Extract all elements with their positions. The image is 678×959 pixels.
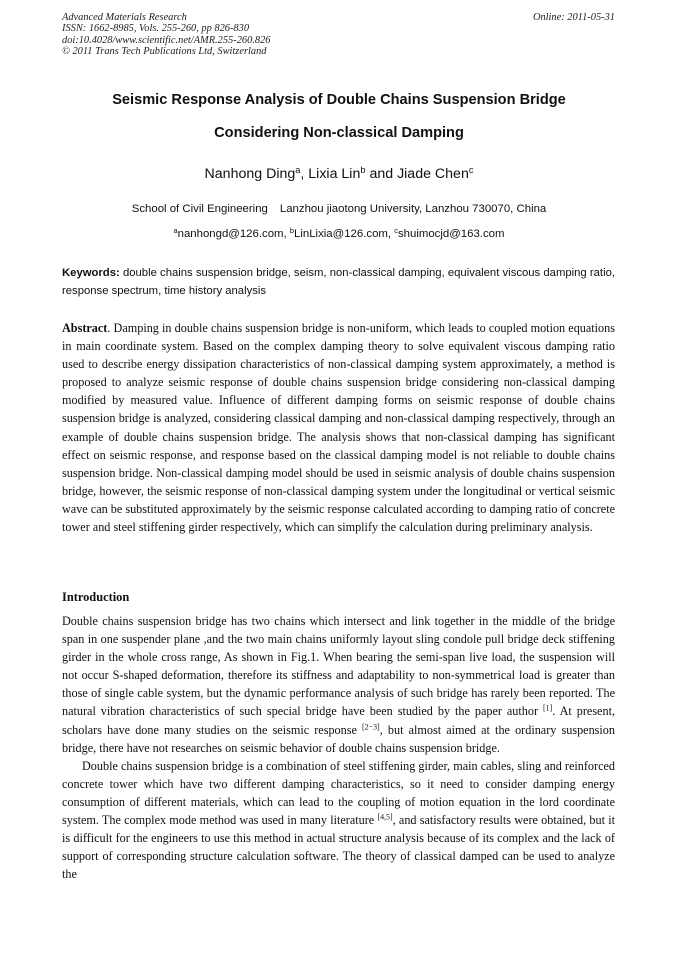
online-date: Online: 2011-05-31 [532, 12, 615, 23]
keywords-text: double chains suspension bridge, seism, non-classical damping, equivalent viscous damping ratio, response spectrum, time history analysis [62, 267, 615, 297]
doi-line: doi:10.4028/www.scientific.net/AMR.255-260.826 [62, 34, 271, 46]
issn-line: ISSN: 1662-8985, Vols. 255-260, pp 826-830 [62, 23, 250, 35]
author-affil-mark: a [295, 164, 301, 175]
abstract-section [62, 319, 615, 536]
paper-title-line-2: Considering Non-classical Damping [214, 125, 464, 141]
citation-ref[interactable]: [4,5] [377, 812, 393, 822]
paragraph [62, 612, 615, 757]
email-mark: a [173, 225, 178, 235]
author-name: Lixia Lin [308, 166, 361, 182]
journal-name: Advanced Materials Research [62, 12, 187, 23]
citation-ref[interactable]: [2−3] [362, 722, 380, 732]
introduction-body [62, 612, 615, 883]
email-mark: c [394, 225, 398, 235]
email-link[interactable]: nanhongd@126.com [177, 228, 284, 240]
copyright-line: © 2011 Trans Tech Publications Ltd, Switzerland [62, 45, 267, 57]
paper-title-line-1: Seismic Response Analysis of Double Chains Suspension Bridge [112, 92, 566, 108]
journal-header [62, 12, 615, 57]
affiliation [0, 203, 678, 215]
author-affil-mark: c [468, 164, 474, 175]
email-separator: , [387, 228, 395, 240]
paragraph [62, 757, 615, 884]
paragraph-text: , but almost aimed at the ordinary suspension bridge, there have not researches on seismic behavior of double chains suspension bridge. [62, 722, 615, 755]
email-separator: , [283, 228, 290, 240]
author-separator: and [365, 166, 398, 182]
abstract-text: . Damping in double chains suspension bridge is non-uniform, which leads to coupled motion equations in main coordinate system. Based on the complex damping theory to solve equivalent viscous damping ratio used to describe energy dissipation characteristics of non-classical damping system approximately, a method is proposed to analyze seismic response of double chains suspension bridge considering non-classical damping modified by measured value. Influence of different damping forms on seismic response of double chains suspension bridge is analyzed, considering classical damping and non-classical damping respectively, through an example of double chains suspension bridge. The analysis shows that non-classical damping has significant effect on seismic response, and response based on the classical damping model is not reliable to double chains suspension bridge. Non-classical damping model should be used in seismic analysis of double chains suspension bridge, however, the seismic response of non-classical damping system under the longitudinal or vertical seismic wave can be substituted approximately by the seismic response calculated according to damping ratio of concrete tower and steel stiffening girder respectively, which can simplify the calculation during preliminary analysis. [62, 321, 615, 535]
affiliation-university: Lanzhou jiaotong University, Lanzhou 730070, China [279, 203, 547, 215]
citation-ref[interactable]: [1] [543, 704, 553, 714]
email-mark: b [289, 225, 295, 235]
paragraph-text: . At present, scholars have done many studies on the seismic response [62, 704, 615, 737]
author-emails [0, 225, 678, 240]
author-name: Nanhong Ding [204, 166, 296, 182]
email-link[interactable]: shuimocjd@163.com [397, 228, 505, 240]
author-affil-mark: b [360, 164, 366, 175]
abstract-label: Abstract [62, 321, 108, 335]
author-name: Jiade Chen [397, 166, 469, 182]
paragraph-text: , and satisfactory results were obtained, but it is difficult for the engineers to use this method in actual structure analysis because of its complex and the lack of support of corresponding structure calculation software. The theory of classical damped can be used to analyze the [62, 813, 615, 882]
paragraph-text: Double chains suspension bridge is a combination of steel stiffening girder, main cables, sling and reinforced concrete tower which have two different damping characteristics, so it need to consider damping energy consumption of different materials, which can lead to the coupling of motion equation in the lord coordinate system. The complex mode method was used in many literature [62, 758, 615, 828]
keywords-label: Keywords: [62, 267, 120, 279]
paragraph-text: Double chains suspension bridge has two chains which intersect and link together in the middle of the bridge span in one suspender plane ,and the two main chains uniformly layout sling condole pull bridge deck stiffening girder in the whole cross range, As shown in Fig.1. When bearing the semi-span live load, the suspension will not occur S-shaped deformation, therefore its stiffness and adaptability to non-symmetrical load is greater than those of single cable system, but the dynamic performance analysis of such bridge has rarely been reported. The natural vibration characteristics of such special bridge have been studied by the paper author [62, 614, 615, 719]
affiliation-school: School of Civil Engineering [131, 203, 268, 215]
introduction-heading: Introduction [62, 590, 130, 604]
keywords-section [62, 264, 615, 300]
author-list [0, 166, 678, 182]
email-link[interactable]: LinLixia@126.com [294, 228, 388, 240]
author-separator: , [300, 166, 309, 182]
